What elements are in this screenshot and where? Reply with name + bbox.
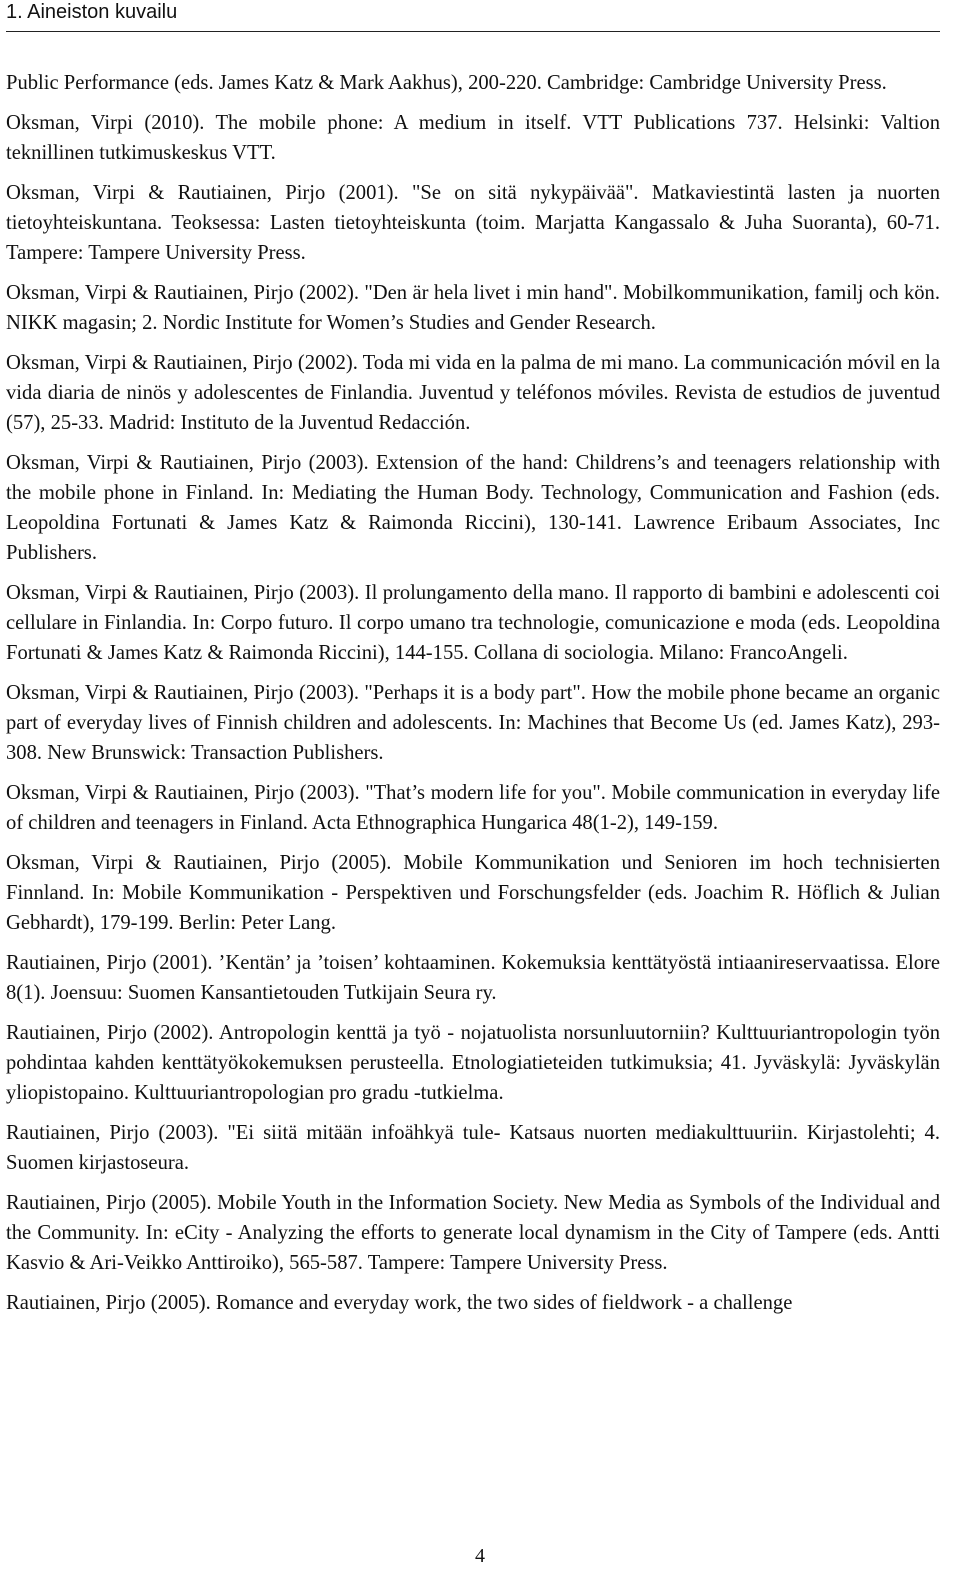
- reference-entry: Rautiainen, Pirjo (2002). Antropologin kenttä ja työ - nojatuolista norsunluutorniin? Kulttuuriantropologin työn pohdintaa kahden kenttätyökokemuksen perusteella. Etnologiatieteiden tutkimuksia; 41. Jyväskylä: Jyväskylän yliopistopaino. Kulttuuriantropologian pro gradu -tutkielma.: [6, 1022, 940, 1104]
- reference-entry: Oksman, Virpi & Rautiainen, Pirjo (2002). "Den är hela livet i min hand". Mobilkommunikation, familj och kön. NIKK magasin; 2. Nordic Institute for Women’s Studies and Gender Research.: [6, 282, 940, 334]
- reference-entry: Oksman, Virpi & Rautiainen, Pirjo (2005). Mobile Kommunikation und Senioren im hoch technisierten Finnland. In: Mobile Kommunikation - Perspektiven und Forschungsfelder (eds. Joachim R. Höflich & Julian Gebhardt), 179-199. Berlin: Peter Lang.: [6, 852, 940, 934]
- page-number: 4: [475, 1545, 485, 1567]
- reference-list: [6, 68, 940, 1328]
- reference-entry: Rautiainen, Pirjo (2005). Mobile Youth in the Information Society. New Media as Symbols of the Individual and the Community. In: eCity - Analyzing the efforts to generate local dynamism in the City of Tampere (eds. Antti Kasvio & Ari-Veikko Anttiroiko), 565-587. Tampere: Tampere University Press.: [6, 1192, 940, 1274]
- reference-entry: Oksman, Virpi & Rautiainen, Pirjo (2001). "Se on sitä nykypäivää". Matkaviestintä lasten ja nuorten tietoyhteiskuntana. Teoksessa: Lasten tietoyhteiskunta (toim. Marjatta Kangassalo & Juha Suoranta), 60-71. Tampere: Tampere University Press.: [6, 182, 940, 264]
- running-header: 1. Aineiston kuvailu: [6, 1, 178, 23]
- reference-entry: Oksman, Virpi & Rautiainen, Pirjo (2003). Extension of the hand: Childrens’s and teenagers relationship with the mobile phone in Finland. In: Mediating the Human Body. Technology, Communication and Fashion (eds. Leopoldina Fortunati & James Katz & Raimonda Riccini), 130-141. Lawrence Eribaum Associates, Inc Publishers.: [6, 452, 940, 564]
- header-divider: [6, 31, 940, 32]
- reference-entry: Oksman, Virpi & Rautiainen, Pirjo (2003). "That’s modern life for you". Mobile communication in everyday life of children and teenagers in Finland. Acta Ethnographica Hungarica 48(1-2), 149-159.: [6, 782, 940, 834]
- reference-entry: Oksman, Virpi & Rautiainen, Pirjo (2002). Toda mi vida en la palma de mi mano. La communicación móvil en la vida diaria de ninös y adolescentes de Finlandia. Juventud y teléfonos móviles. Revista de estudios de juventud (57), 25-33. Madrid: Instituto de la Juventud Redacción.: [6, 352, 940, 434]
- reference-entry: Rautiainen, Pirjo (2001). ’Kentän’ ja ’toisen’ kohtaaminen. Kokemuksia kenttätyöstä intiaanireservaatissa. Elore 8(1). Joensuu: Suomen Kansantietouden Tutkijain Seura ry.: [6, 952, 940, 1004]
- reference-entry: Oksman, Virpi (2010). The mobile phone: A medium in itself. VTT Publications 737. Helsinki: Valtion teknillinen tutkimuskeskus VTT.: [6, 112, 940, 164]
- reference-entry: Rautiainen, Pirjo (2005). Romance and everyday work, the two sides of fieldwork - a challenge: [6, 1292, 793, 1314]
- reference-entry: Oksman, Virpi & Rautiainen, Pirjo (2003). Il prolungamento della mano. Il rapporto di bambini e adolescenti coi cellulare in Finlandia. In: Corpo futuro. Il corpo umano tra technologie, comunicazione e moda (eds. Leopoldina Fortunati & James Katz & Raimonda Riccini), 144-155. Collana di sociologia. Milano: FrancoAngeli.: [6, 582, 940, 664]
- reference-entry: Oksman, Virpi & Rautiainen, Pirjo (2003). "Perhaps it is a body part". How the mobile phone became an organic part of everyday lives of Finnish children and adolescents. In: Machines that Become Us (ed. James Katz), 293-308. New Brunswick: Transaction Publishers.: [6, 682, 940, 764]
- reference-entry: Rautiainen, Pirjo (2003). "Ei siitä mitään infoähkyä tule- Katsaus nuorten mediakulttuuriin. Kirjastolehti; 4. Suomen kirjastoseura.: [6, 1122, 940, 1174]
- reference-entry: Public Performance (eds. James Katz & Mark Aakhus), 200-220. Cambridge: Cambridge University Press.: [6, 72, 887, 94]
